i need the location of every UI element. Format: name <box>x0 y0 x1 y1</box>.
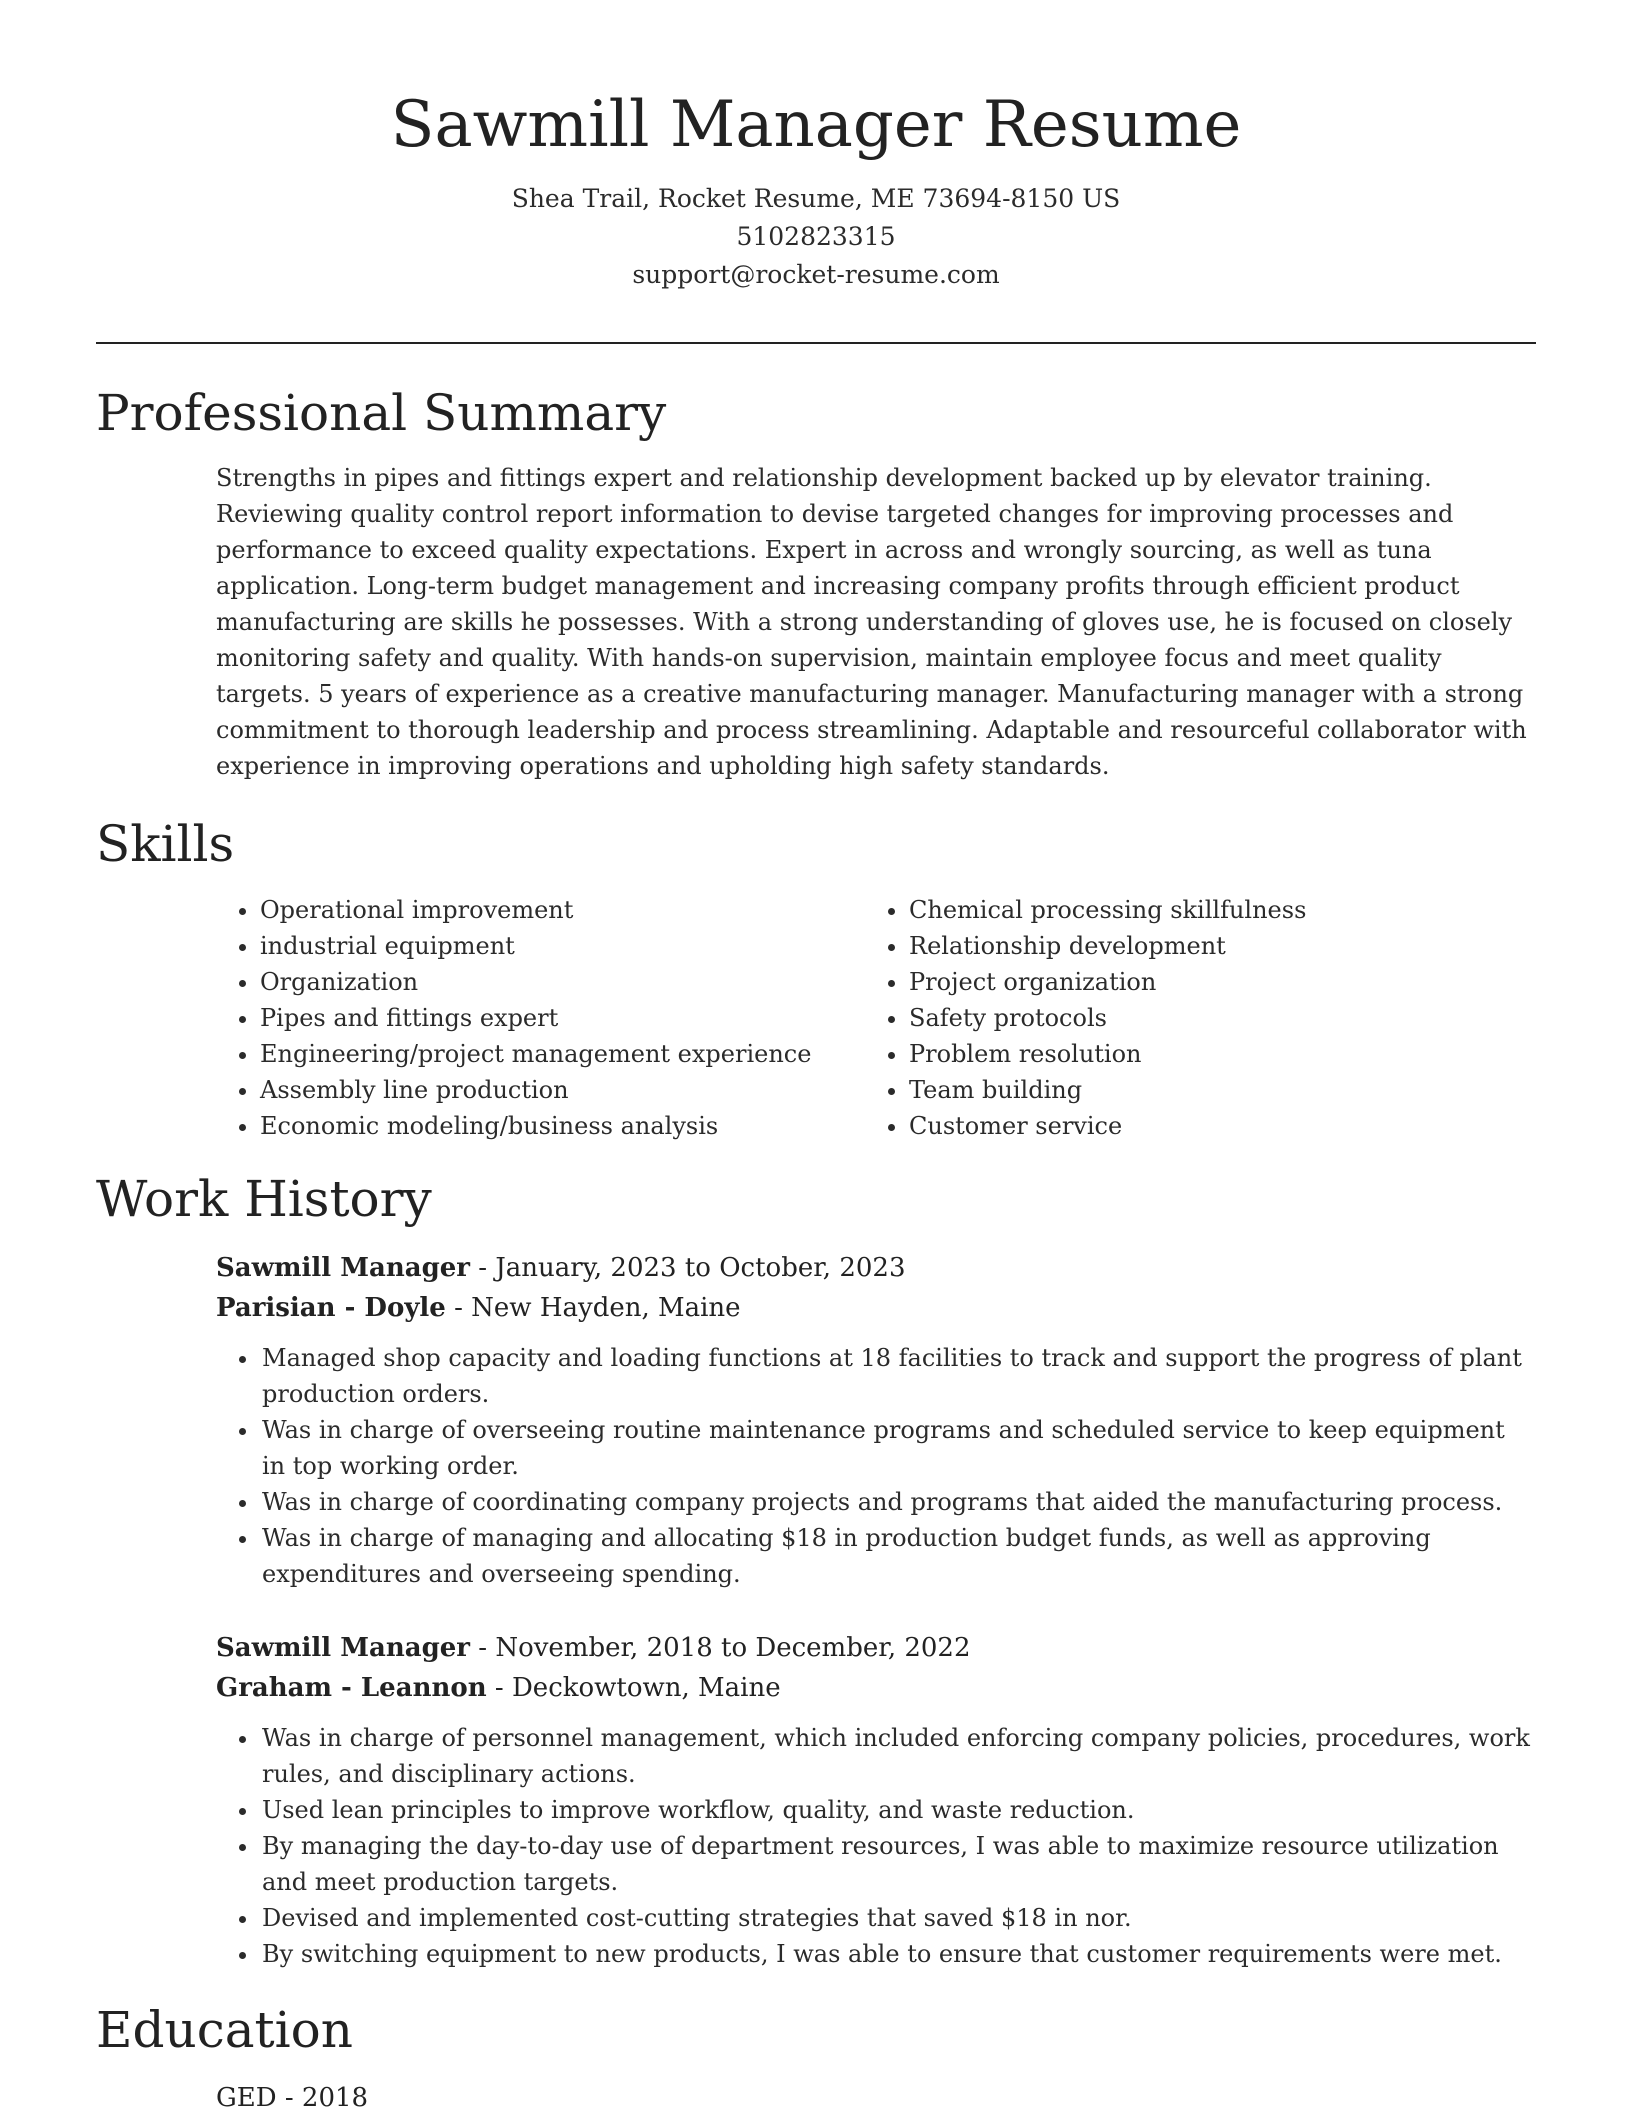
skill-item: • Pipes and fittings expert <box>260 1000 865 1036</box>
education-year: - 2018 <box>276 2083 369 2113</box>
contact-info <box>96 180 1536 294</box>
contact-address: Shea Trail, Rocket Resume, ME 73694-8150 US <box>511 184 1121 213</box>
education-degree: GED <box>216 2083 277 2113</box>
skill-item: • Chemical processing skillfulness <box>909 892 1529 928</box>
education-entry <box>216 2078 1534 2118</box>
skill-item: • Relationship development <box>909 928 1529 964</box>
job-company-line <box>216 1668 1534 1708</box>
job-title-line <box>216 1628 1534 1668</box>
work-history-heading: Work History <box>96 1170 432 1228</box>
job-duty-item: • By managing the day-to-day use of department resources, I was able to maximize resource utilization and meet production targets. <box>260 1828 1534 1900</box>
job-duties <box>216 1340 1534 1592</box>
skill-item: • Organization <box>260 964 865 1000</box>
page-title: Sawmill Manager Resume <box>390 88 1242 162</box>
skill-item: • Project organization <box>909 964 1529 1000</box>
skill-item: • industrial equipment <box>260 928 865 964</box>
job-entry <box>216 1248 1534 1592</box>
job-company-line <box>216 1288 1534 1328</box>
job-title: Sawmill Manager <box>216 1253 470 1283</box>
job-duty-item: • Was in charge of managing and allocating $18 in production budget funds, as well as approving expenditures and overseeing spending. <box>260 1520 1534 1592</box>
job-dates: - January, 2023 to October, 2023 <box>470 1253 906 1283</box>
job-location: - New Hayden, Maine <box>445 1293 741 1323</box>
job-duties <box>216 1720 1534 1972</box>
job-location: - Deckowtown, Maine <box>486 1673 781 1703</box>
skill-item: • Problem resolution <box>909 1036 1529 1072</box>
job-duty-item: • Was in charge of personnel management, which included enforcing company policies, procedures, work rules, and disciplinary actions. <box>260 1720 1534 1792</box>
skill-item: • Engineering/project management experience <box>260 1036 865 1072</box>
job-duty-item: • Devised and implemented cost-cutting strategies that saved $18 in nor. <box>260 1900 1534 1936</box>
skill-item: • Economic modeling/business analysis <box>260 1108 865 1144</box>
job-entry <box>216 1628 1534 1972</box>
job-duty-item: • By switching equipment to new products, I was able to ensure that customer requirements were met. <box>260 1936 1534 1972</box>
job-title-line <box>216 1248 1534 1288</box>
summary-heading: Professional Summary <box>96 384 667 442</box>
summary-text: Strengths in pipes and fittings expert and relationship development backed up by elevator training. Reviewing quality control report information to devise targeted changes for improving processes and performance to exceed quality expectations. Expert in across and wrongly sourcing, as well as tuna application. Long-term budget management and increasing company profits through efficient product manufacturing are skills he possesses. With a strong understanding of gloves use, he is focused on closely monitoring safety and quality. With hands-on supervision, maintain employee focus and meet quality targets. 5 years of experience as a creative manufacturing manager. Manufacturing manager with a strong commitment to thorough leadership and process streamlining. Adaptable and resourceful collaborator with experience in improving operations and upholding high safety standards. <box>216 464 1527 780</box>
job-company: Parisian - Doyle <box>216 1293 446 1323</box>
job-company: Graham - Leannon <box>216 1673 487 1703</box>
skill-item: • Assembly line production <box>260 1072 865 1108</box>
job-duty-item: • Managed shop capacity and loading functions at 18 facilities to track and support the progress of plant production orders. <box>260 1340 1534 1412</box>
job-duty-item: • Was in charge of coordinating company projects and programs that aided the manufacturing process. <box>260 1484 1534 1520</box>
skill-item: • Team building <box>909 1072 1529 1108</box>
job-duty-item: • Was in charge of overseeing routine maintenance programs and scheduled service to keep equipment in top working order. <box>260 1412 1534 1484</box>
education-heading: Education <box>96 2001 353 2059</box>
skills-column-right <box>865 892 1529 1144</box>
job-dates: - November, 2018 to December, 2022 <box>470 1633 971 1663</box>
contact-phone: 5102823315 <box>736 222 896 251</box>
skills-list <box>216 892 1534 1144</box>
job-duty-item: • Used lean principles to improve workflow, quality, and waste reduction. <box>260 1792 1534 1828</box>
header-divider <box>96 342 1536 344</box>
skill-item: • Operational improvement <box>260 892 865 928</box>
skills-column-left <box>216 892 865 1144</box>
skill-item: • Customer service <box>909 1108 1529 1144</box>
resume-header <box>96 80 1536 294</box>
contact-email: support@rocket-resume.com <box>632 260 1000 289</box>
skill-item: • Safety protocols <box>909 1000 1529 1036</box>
skills-heading: Skills <box>96 815 235 873</box>
job-title: Sawmill Manager <box>216 1633 470 1663</box>
